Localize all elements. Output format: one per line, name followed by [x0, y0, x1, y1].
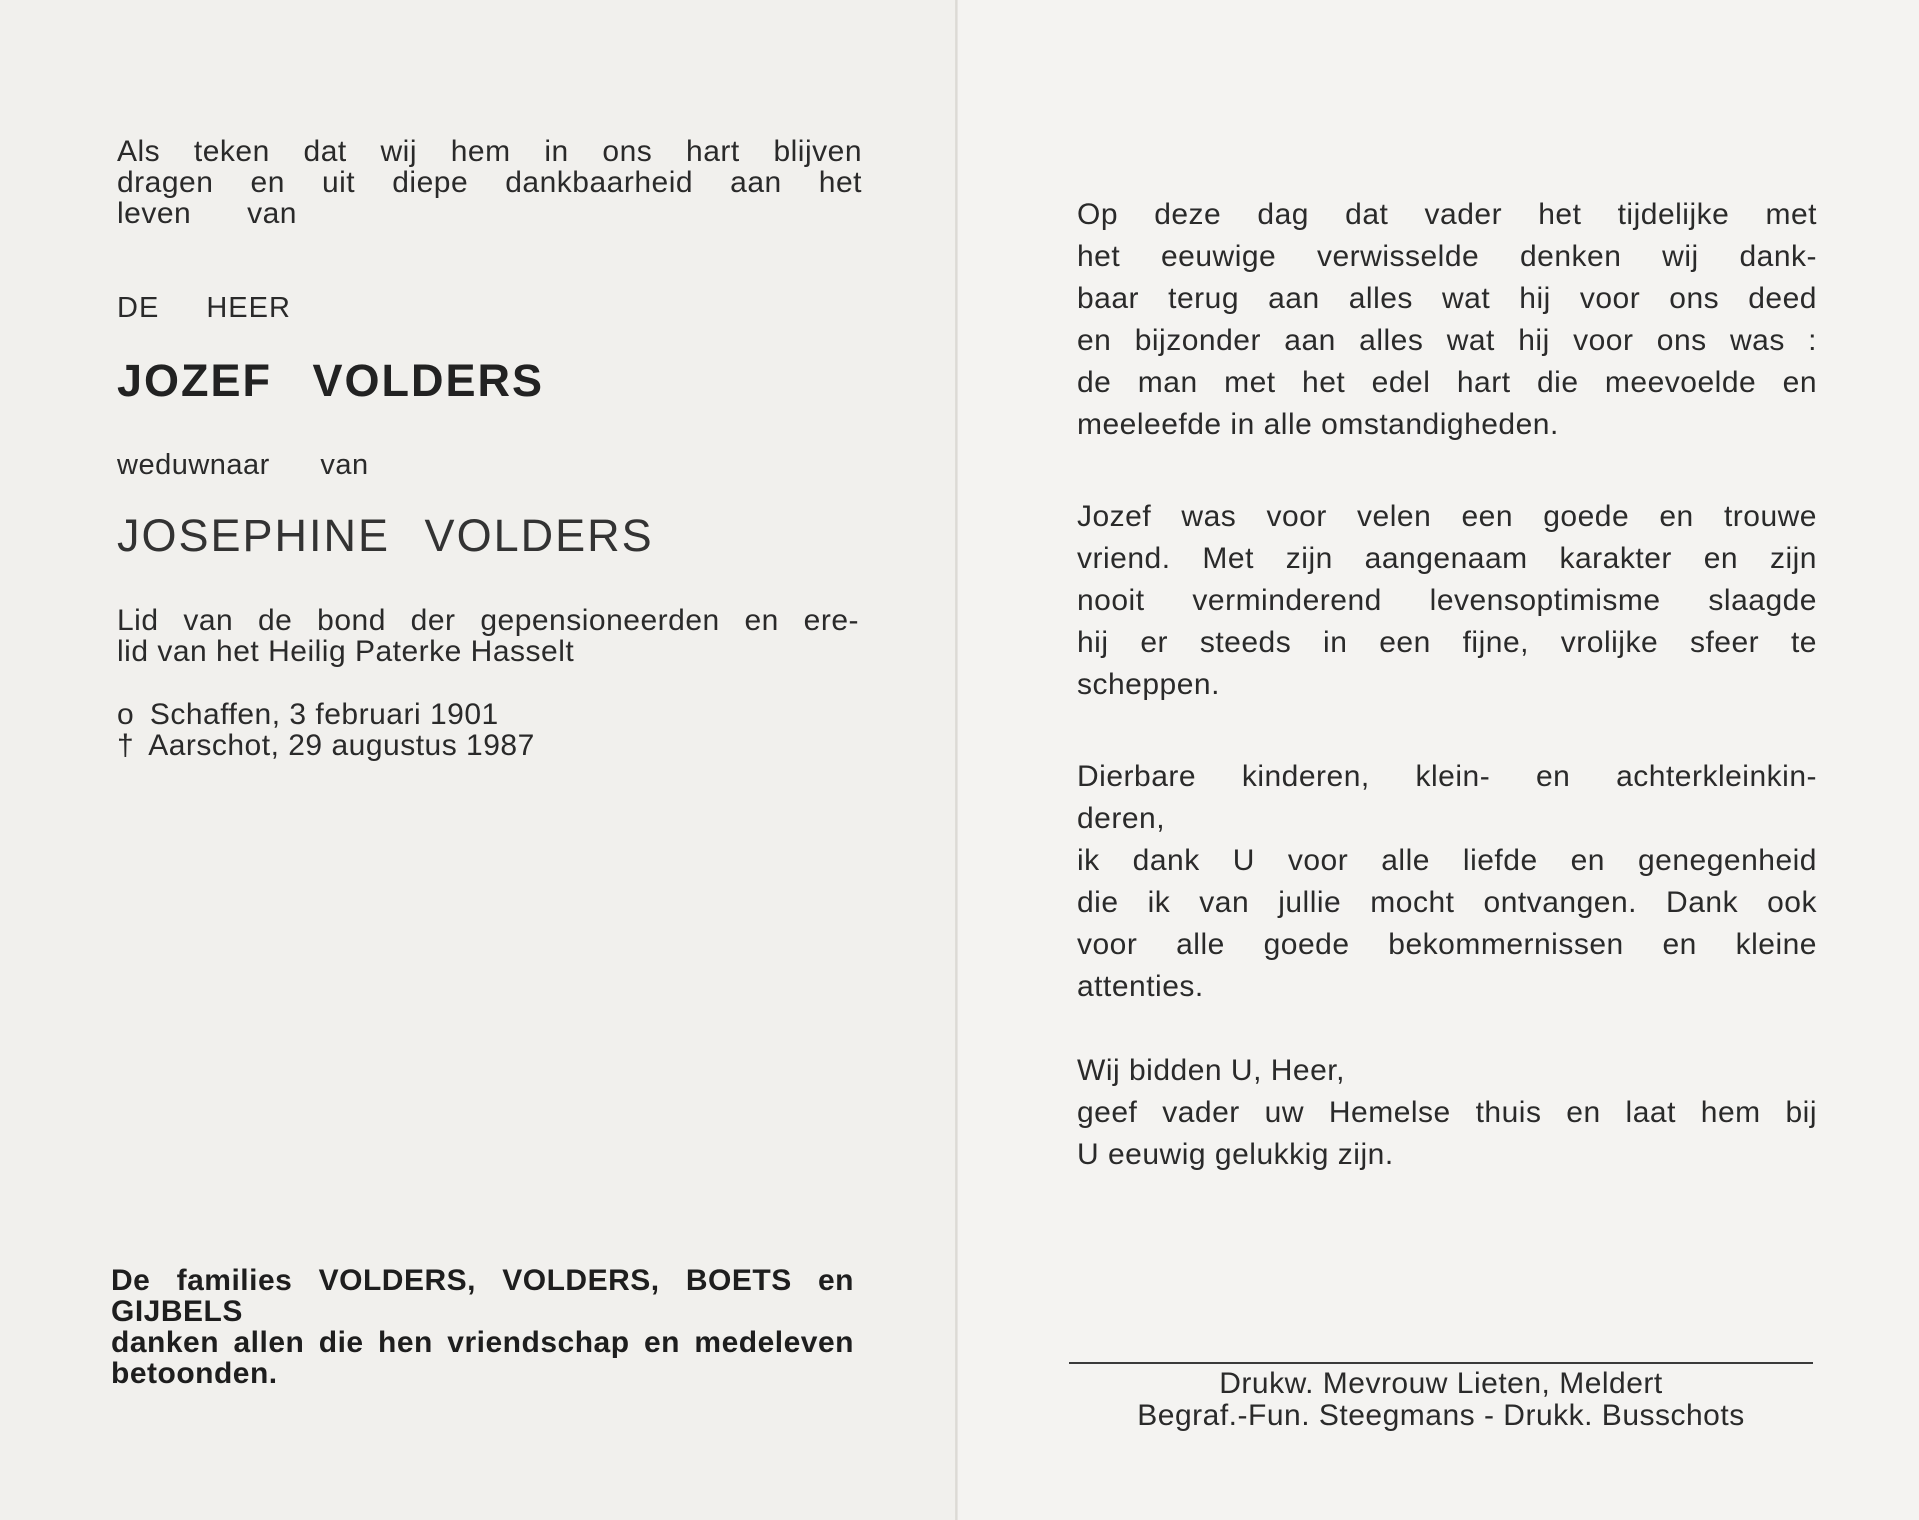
- paragraph-line: scheppen.: [1077, 668, 1220, 701]
- spouse-name: [117, 510, 862, 562]
- paragraph-line: de man met het edel hart die meevoelde en: [1077, 366, 1817, 399]
- death-date: [117, 730, 862, 761]
- relation-text: weduwnaar van: [117, 449, 369, 481]
- paragraph-line: meeleefde in alle omstandigheden.: [1077, 408, 1559, 441]
- families-line: De families VOLDERS, VOLDERS, BOETS en: [111, 1264, 854, 1297]
- intro-line: leven van: [117, 197, 297, 230]
- paragraph-children: [1077, 756, 1817, 1008]
- paragraph-line: vriend. Met zijn aangenaam karakter en zijn: [1077, 542, 1817, 575]
- paragraph-line: nooit verminderend levensoptimisme slaagde: [1077, 584, 1817, 617]
- paragraph-prayer: [1077, 1050, 1817, 1176]
- paragraph-line: en bijzonder aan alles wat hij voor ons was :: [1077, 324, 1817, 357]
- paragraph-line: geef vader uw Hemelse thuis en laat hem bij: [1077, 1096, 1817, 1129]
- cross-icon: †: [117, 729, 135, 762]
- paragraph-line: Op deze dag dat vader het tijdelijke met: [1077, 198, 1817, 231]
- paragraph-line: U eeuwig gelukkig zijn.: [1077, 1138, 1394, 1171]
- birth-text: Schaffen, 3 februari 1901: [149, 698, 499, 731]
- relation: [117, 449, 862, 482]
- birth-symbol: o: [117, 698, 135, 731]
- deceased-title: [117, 292, 862, 325]
- intro-line: Als teken dat wij hem in ons hart blijven: [117, 135, 862, 168]
- families-line: betoonden.: [111, 1357, 278, 1390]
- paragraph-line: Jozef was voor velen een goede en trouwe: [1077, 500, 1817, 533]
- deceased-name-text: JOZEF VOLDERS: [117, 355, 545, 406]
- spouse-name-text: JOSEPHINE VOLDERS: [117, 510, 654, 561]
- deceased-title-text: DE HEER: [117, 292, 291, 324]
- membership-line: lid van het Heilig Paterke Hasselt: [117, 635, 575, 668]
- deceased-name: [117, 355, 862, 407]
- printer-credit: [1069, 1368, 1813, 1432]
- paragraph-line: die ik van jullie mocht ontvangen. Dank ook: [1077, 886, 1817, 919]
- death-text: Aarschot, 29 augustus 1987: [148, 729, 535, 762]
- paragraph-character: [1077, 496, 1817, 706]
- printer-line: Drukw. Mevrouw Lieten, Meldert: [1219, 1367, 1663, 1400]
- paragraph-line: baar terug aan alles wat hij voor ons deed: [1077, 282, 1817, 315]
- paragraph-line: Wij bidden U, Heer,: [1077, 1054, 1345, 1087]
- membership-text: [117, 605, 859, 667]
- paragraph-line: deren,: [1077, 802, 1166, 835]
- intro-line: dragen en uit diepe dankbaarheid aan het: [117, 166, 862, 199]
- intro-text: [117, 136, 862, 229]
- membership-line: Lid van de bond der gepensioneerden en ere-: [117, 604, 859, 637]
- paragraph-line: attenties.: [1077, 970, 1204, 1003]
- printer-line: Begraf.-Fun. Steegmans - Drukk. Busschots: [1137, 1399, 1745, 1432]
- paragraph-line: voor alle goede bekommernissen en kleine: [1077, 928, 1817, 961]
- divider-rule: [1069, 1362, 1813, 1364]
- families-line: danken allen die hen vriendschap en medeleven: [111, 1326, 854, 1359]
- paragraph-line: ik dank U voor alle liefde en genegenheid: [1077, 844, 1817, 877]
- paragraph-line: Dierbare kinderen, klein- en achterkleinkin-: [1077, 760, 1817, 793]
- families-line: GIJBELS: [111, 1295, 243, 1328]
- life-dates: [117, 699, 862, 761]
- paragraph-line: hij er steeds in een fijne, vrolijke sfeer te: [1077, 626, 1817, 659]
- families-thanks: [111, 1265, 854, 1389]
- paragraph-remembrance: [1077, 194, 1817, 446]
- birth-date: [117, 699, 862, 730]
- paragraph-line: het eeuwige verwisselde denken wij dank-: [1077, 240, 1817, 273]
